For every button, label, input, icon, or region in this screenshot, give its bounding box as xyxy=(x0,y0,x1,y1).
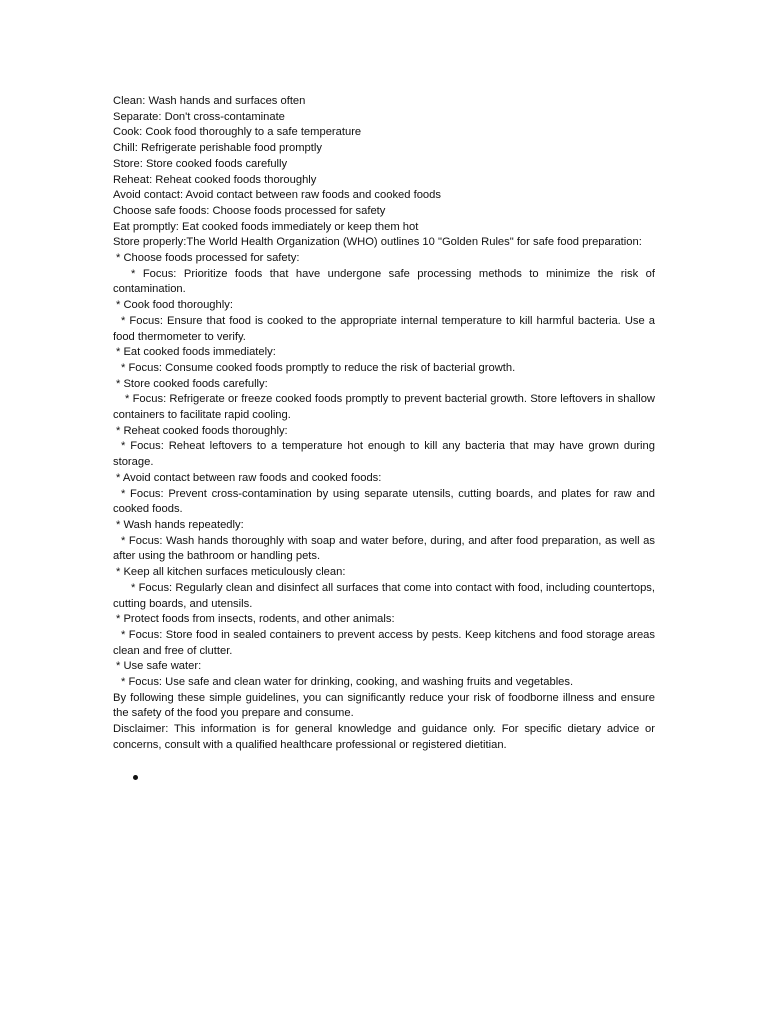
rule-line: Eat promptly: Eat cooked foods immediately or keep them hot xyxy=(113,220,419,233)
golden-rule-title: * Eat cooked foods immediately: xyxy=(116,346,276,359)
golden-rule-focus-text: * Focus: Ensure that food is cooked to the appropriate internal temperature to kill harmful bacteria. Use a food thermometer to verify. xyxy=(113,314,655,343)
golden-rule-focus xyxy=(113,675,655,691)
golden-rule-focus xyxy=(113,314,655,345)
golden-rule-title: * Avoid contact between raw foods and cooked foods: xyxy=(116,471,382,484)
golden-rule-focus xyxy=(113,534,655,565)
golden-rule-focus-text: * Focus: Consume cooked foods promptly to reduce the risk of bacterial growth. xyxy=(121,361,516,374)
intro-paragraph: Store properly:The World Health Organization (WHO) outlines 10 "Golden Rules" for safe food preparation: xyxy=(113,236,642,249)
document-body xyxy=(113,94,655,754)
golden-rule-title: * Protect foods from insects, rodents, and other animals: xyxy=(116,613,395,626)
golden-rule-title: * Wash hands repeatedly: xyxy=(116,518,244,531)
rule-line: Chill: Refrigerate perishable food promptly xyxy=(113,142,322,155)
rule-line: Store: Store cooked foods carefully xyxy=(113,157,288,170)
golden-rule-focus-text: * Focus: Use safe and clean water for drinking, cooking, and washing fruits and vegetables. xyxy=(121,676,574,689)
empty-bullet-point xyxy=(133,775,138,780)
golden-rule-focus xyxy=(113,628,655,659)
rule-line: Cook: Cook food thoroughly to a safe temperature xyxy=(113,126,362,139)
golden-rule-title: * Reheat cooked foods thoroughly: xyxy=(116,424,288,437)
golden-rule-focus xyxy=(113,581,655,612)
golden-rule-focus-text: * Focus: Wash hands thoroughly with soap and water before, during, and after food preparation, as well as after using the bathroom or handling pets. xyxy=(113,534,655,563)
rule-line: Separate: Don't cross-contaminate xyxy=(113,110,285,123)
golden-rule-title: * Use safe water: xyxy=(116,660,202,673)
golden-rule-focus xyxy=(113,487,655,518)
rule-line: Avoid contact: Avoid contact between raw foods and cooked foods xyxy=(113,189,441,202)
golden-rule-focus xyxy=(113,392,655,423)
golden-rule-title: * Cook food thoroughly: xyxy=(116,299,233,312)
golden-rule-focus-text: * Focus: Store food in sealed containers to prevent access by pests. Keep kitchens and food storage areas clean and free of clutter. xyxy=(113,628,655,657)
golden-rule-focus-text: * Focus: Reheat leftovers to a temperature hot enough to kill any bacteria that may have grown during storage. xyxy=(113,440,655,469)
golden-rule-title: * Choose foods processed for safety: xyxy=(116,252,300,265)
golden-rule-title: * Keep all kitchen surfaces meticulously clean: xyxy=(116,566,346,579)
closing-paragraph: By following these simple guidelines, you can significantly reduce your risk of foodborne illness and ensure the safety of the food you prepare and consume. xyxy=(113,691,655,720)
golden-rule-focus-text: * Focus: Prevent cross-contamination by using separate utensils, cutting boards, and plates for raw and cooked foods. xyxy=(113,487,655,516)
golden-rule-focus-text: * Focus: Prioritize foods that have undergone safe processing methods to minimize the risk of contamination. xyxy=(113,267,655,296)
golden-rule-focus-text: * Focus: Refrigerate or freeze cooked foods promptly to prevent bacterial growth. Store leftovers in shallow containers to facilitate rapid cooling. xyxy=(113,393,655,422)
rule-line: Choose safe foods: Choose foods processed for safety xyxy=(113,204,386,217)
golden-rule-focus xyxy=(113,361,655,377)
golden-rule-title: * Store cooked foods carefully: xyxy=(116,377,268,390)
rule-line: Reheat: Reheat cooked foods thoroughly xyxy=(113,173,317,186)
golden-rule-focus xyxy=(113,267,655,298)
golden-rule-focus xyxy=(113,439,655,470)
golden-rule-focus-text: * Focus: Regularly clean and disinfect all surfaces that come into contact with food, including countertops, cutting boards, and utensils. xyxy=(113,581,655,610)
disclaimer-paragraph: Disclaimer: This information is for general knowledge and guidance only. For specific dietary advice or concerns, consult with a qualified healthcare professional or registered dietitian. xyxy=(113,723,655,751)
rule-line: Clean: Wash hands and surfaces often xyxy=(113,95,306,107)
